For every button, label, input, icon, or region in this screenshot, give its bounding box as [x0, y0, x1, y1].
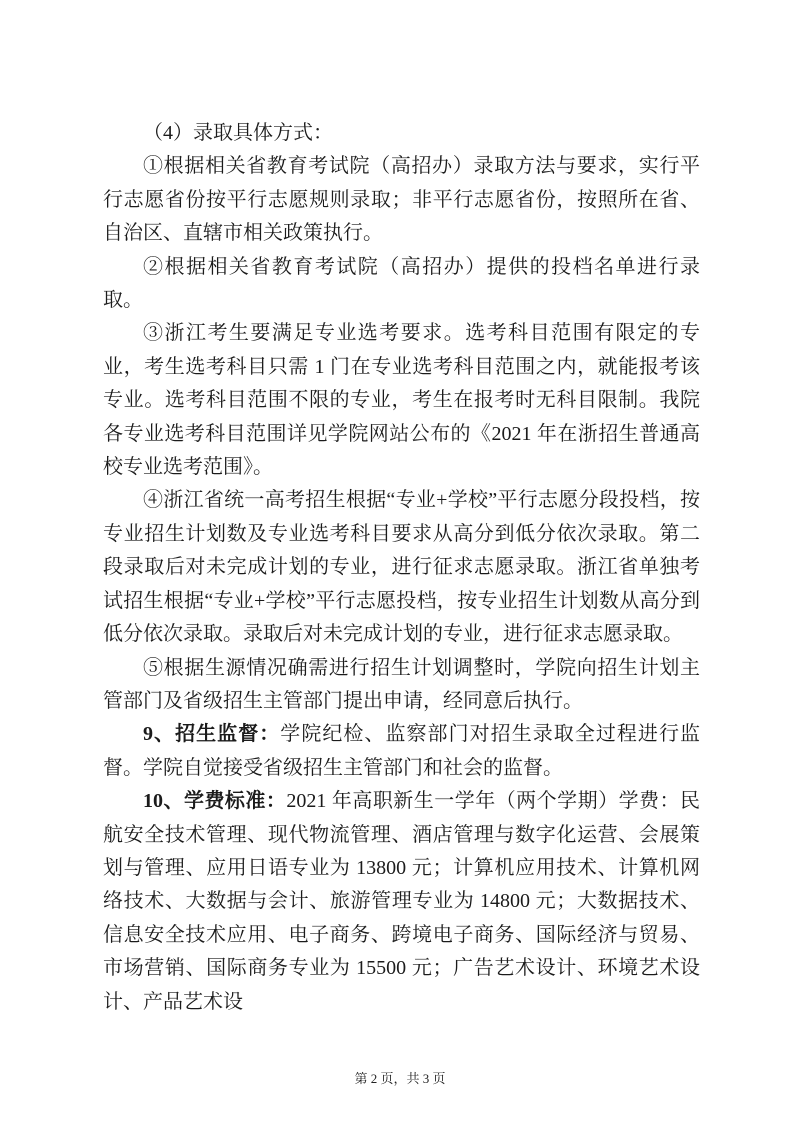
paragraph-lead-bold: 9、招生监督：	[143, 723, 281, 746]
paragraph-item-5	[103, 652, 700, 719]
document-body	[103, 117, 700, 1019]
paragraph-item-3	[103, 317, 700, 484]
page-number-footer: 第 2 页，共 3 页	[354, 1071, 446, 1086]
paragraph-text: ③浙江考生要满足专业选考要求。选考科目范围有限定的专业，考生选考科目只需 1 门在专业选考科目范围之内，就能报考该专业。选考科目范围不限的专业，考生在报考时无科目限制。我院各专业选考科目范围详见学院网站公布的《2021 年在浙招生普通高校专业选考范围》。	[103, 322, 700, 479]
paragraph-text: 2021 年高职新生一学年（两个学期）学费：民航安全技术管理、现代物流管理、酒店管理与数字化运营、会展策划与管理、应用日语专业为 13800 元；计算机应用技术、计算机网络技术、大数据与会计、旅游管理专业为 14800 元；大数据技术、信息安全技术应用、电子商务、跨境电子商务、国际经济与贸易、市场营销、国际商务专业为 15500 元；广告艺术设计、环境艺术设计、产品艺术设	[103, 790, 701, 1013]
paragraph-item-2	[103, 251, 700, 318]
paragraph-text: ④浙江省统一高考招生根据“专业+学校”平行志愿分段投档，按专业招生计划数及专业选考科目要求从高分到低分依次录取。第二段录取后对未完成计划的专业，进行征求志愿录取。浙江省单独考试招生根据“专业+学校”平行志愿投档，按专业招生计划数从高分到低分依次录取。录取后对未完成计划的专业，进行征求志愿录取。	[103, 489, 700, 646]
paragraph-text: （4）录取具体方式：	[143, 122, 333, 144]
paragraph-item-1	[103, 150, 700, 250]
paragraph-text: ②根据相关省教育考试院（高招办）提供的投档名单进行录取。	[103, 255, 700, 312]
paragraph-supervision	[103, 718, 700, 785]
paragraph-admission-method-heading	[103, 117, 700, 150]
paragraph-tuition	[103, 785, 700, 1019]
paragraph-text: ①根据相关省教育考试院（高招办）录取方法与要求，实行平行志愿省份按平行志愿规则录取；非平行志愿省份，按照所在省、自治区、直辖市相关政策执行。	[103, 155, 700, 245]
paragraph-text: ⑤根据生源情况确需进行招生计划调整时，学院向招生计划主管部门及省级招生主管部门提出申请，经同意后执行。	[103, 656, 700, 712]
paragraph-item-4	[103, 484, 700, 651]
paragraph-text: 学院纪检、监察部门对招生录取全过程进行监督。学院自觉接受省级招生主管部门和社会的监督。	[103, 723, 701, 779]
paragraph-lead-bold: 10、学费标准：	[143, 790, 287, 813]
